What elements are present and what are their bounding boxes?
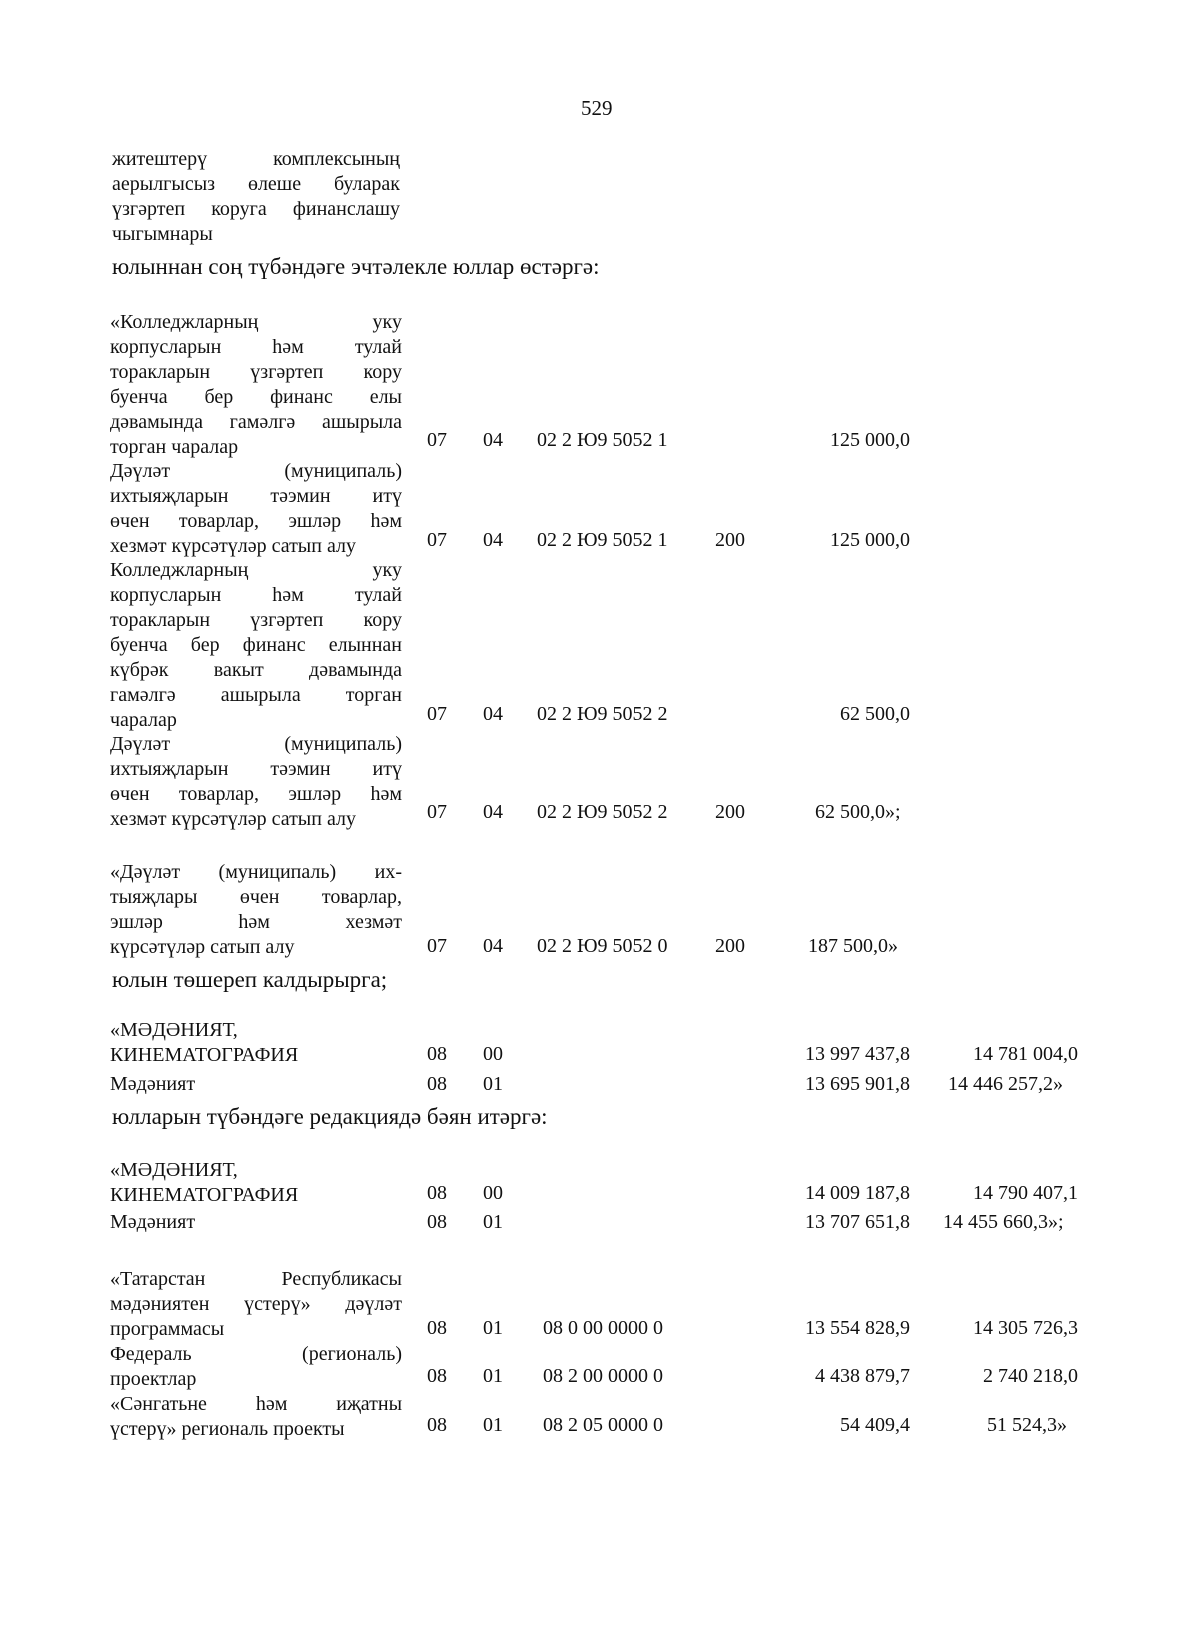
cell-csr: 02 2 Ю9 5052 1 xyxy=(537,529,668,551)
section-title xyxy=(110,1018,298,1068)
desc-line: корпусларын һәм тулай xyxy=(110,336,402,358)
cell-rz: 07 xyxy=(427,703,447,725)
cell-sum1: 54 409,4 xyxy=(840,1414,910,1436)
cell-sum2: 14 455 660,3»; xyxy=(943,1211,1064,1233)
cell-pr: 04 xyxy=(483,529,503,551)
cell-rz: 07 xyxy=(427,429,447,451)
cell-sum: 62 500,0»; xyxy=(815,801,901,823)
cell-pr: 01 xyxy=(483,1211,503,1233)
instruction-replace-rows: юлларын түбәндәге редакциядә бәян итәргә: xyxy=(112,1104,548,1129)
desc-line: Мәдәният xyxy=(110,1073,196,1095)
desc-line: Дәүләт (муниципаль) xyxy=(110,733,402,755)
desc-line: ихтыяҗларын тәэмин итү xyxy=(110,758,402,780)
cell-sum: 62 500,0 xyxy=(840,703,910,725)
cell-pr: 00 xyxy=(483,1182,503,1204)
instruction-delete-row: юлын төшереп калдырырга; xyxy=(112,967,388,992)
cell-csr: 08 2 00 0000 0 xyxy=(543,1365,663,1387)
row-description xyxy=(110,1210,195,1235)
row-description xyxy=(110,1392,402,1442)
desc-line: «МӘДӘНИЯТ, xyxy=(110,1159,238,1181)
cell-csr: 08 0 00 0000 0 xyxy=(543,1317,663,1339)
desc-line: торган чаралар xyxy=(110,436,239,458)
desc-line: күрсәтүләр сатып алу xyxy=(110,936,295,958)
desc-line: мәдәниятен үстерү» дәүләт xyxy=(110,1293,402,1315)
cell-pr: 01 xyxy=(483,1365,503,1387)
cell-sum2: 14 305 726,3 xyxy=(973,1317,1078,1339)
intro-line: чыгымнары xyxy=(112,223,213,245)
desc-line: «Татарстан Республикасы xyxy=(110,1268,402,1290)
row-description xyxy=(110,732,402,832)
cell-sum1: 13 554 828,9 xyxy=(805,1317,910,1339)
section-title xyxy=(110,1158,298,1208)
desc-line: Колледжларның уку xyxy=(110,559,402,581)
cell-sum1: 13 707 651,8 xyxy=(805,1211,910,1233)
cell-pr: 01 xyxy=(483,1317,503,1339)
desc-line: ихтыяҗларын тәэмин итү xyxy=(110,485,402,507)
cell-rz: 07 xyxy=(427,801,447,823)
row-description xyxy=(110,1342,402,1392)
desc-line: гамәлгә ашырыла торган xyxy=(110,684,402,706)
row-description xyxy=(110,459,402,559)
desc-line: буенча бер финанс елы xyxy=(110,386,402,408)
intro-line: житештерү комплексының xyxy=(112,148,400,170)
cell-csr: 08 2 05 0000 0 xyxy=(543,1414,663,1436)
cell-sum1: 14 009 187,8 xyxy=(805,1182,910,1204)
cell-pr: 04 xyxy=(483,935,503,957)
cell-sum2: 14 781 004,0 xyxy=(973,1043,1078,1065)
desc-line: буенча бер финанс елыннан xyxy=(110,634,402,656)
desc-line: Дәүләт (муниципаль) xyxy=(110,460,402,482)
desc-line: эшләр һәм хезмәт xyxy=(110,911,402,933)
cell-sum2: 2 740 218,0 xyxy=(983,1365,1078,1387)
desc-line: Федераль (региональ) xyxy=(110,1343,402,1365)
desc-line: өчен товарлар, эшләр һәм xyxy=(110,510,402,532)
desc-line: торакларын үзгәртеп кору xyxy=(110,361,402,383)
desc-line: «Дәүләт (муниципаль) их- xyxy=(110,861,402,883)
cell-csr: 02 2 Ю9 5052 2 xyxy=(537,703,668,725)
cell-vr: 200 xyxy=(715,935,745,957)
desc-line: КИНЕМАТОГРАФИЯ xyxy=(110,1184,299,1206)
cell-sum2: 51 524,3» xyxy=(987,1414,1067,1436)
row-description xyxy=(110,558,402,733)
cell-rz: 08 xyxy=(427,1043,447,1065)
desc-line: хезмәт күрсәтүләр сатып алу xyxy=(110,535,356,557)
cell-sum1: 13 695 901,8 xyxy=(805,1073,910,1095)
cell-pr: 00 xyxy=(483,1043,503,1065)
instruction-add-rows: юлыннан соң түбәндәге эчтәлекле юллар өстәргә: xyxy=(112,254,600,279)
cell-rz: 08 xyxy=(427,1317,447,1339)
desc-line: Мәдәният xyxy=(110,1211,196,1233)
cell-vr: 200 xyxy=(715,801,745,823)
desc-line: күбрәк вакыт дәвамында xyxy=(110,659,402,681)
cell-rz: 08 xyxy=(427,1414,447,1436)
cell-pr: 04 xyxy=(483,801,503,823)
desc-line: программасы xyxy=(110,1318,225,1340)
desc-line: тыяҗлары өчен товарлар, xyxy=(110,886,402,908)
cell-csr: 02 2 Ю9 5052 1 xyxy=(537,429,668,451)
intro-line: аерылгысыз өлеше буларак xyxy=(112,173,400,195)
cell-pr: 04 xyxy=(483,429,503,451)
desc-line: торакларын үзгәртеп кору xyxy=(110,609,402,631)
desc-line: «Колледжларның уку xyxy=(110,311,402,333)
cell-rz: 08 xyxy=(427,1182,447,1204)
cell-rz: 08 xyxy=(427,1365,447,1387)
cell-pr: 01 xyxy=(483,1414,503,1436)
cell-rz: 07 xyxy=(427,529,447,551)
cell-sum2: 14 790 407,1 xyxy=(973,1182,1078,1204)
row-description xyxy=(110,1267,402,1342)
cell-sum1: 4 438 879,7 xyxy=(815,1365,910,1387)
cell-rz: 08 xyxy=(427,1073,447,1095)
cell-sum: 187 500,0» xyxy=(808,935,898,957)
desc-line: КИНЕМАТОГРАФИЯ xyxy=(110,1044,299,1066)
cell-vr: 200 xyxy=(715,529,745,551)
desc-line: корпусларын һәм тулай xyxy=(110,584,402,606)
cell-sum2: 14 446 257,2» xyxy=(948,1073,1063,1095)
cell-sum1: 13 997 437,8 xyxy=(805,1043,910,1065)
row-description xyxy=(110,860,402,960)
intro-text xyxy=(112,147,400,247)
cell-pr: 04 xyxy=(483,703,503,725)
cell-rz: 08 xyxy=(427,1211,447,1233)
row-description xyxy=(110,310,402,460)
cell-csr: 02 2 Ю9 5052 0 xyxy=(537,935,668,957)
intro-line: үзгәртеп коруга финанслашу xyxy=(112,198,400,220)
cell-rz: 07 xyxy=(427,935,447,957)
cell-sum: 125 000,0 xyxy=(830,429,910,451)
cell-csr: 02 2 Ю9 5052 2 xyxy=(537,801,668,823)
desc-line: «Сәнгатьне һәм иҗатны xyxy=(110,1393,402,1415)
desc-line: «МӘДӘНИЯТ, xyxy=(110,1019,238,1041)
desc-line: хезмәт күрсәтүләр сатып алу xyxy=(110,808,356,830)
cell-pr: 01 xyxy=(483,1073,503,1095)
desc-line: чаралар xyxy=(110,709,177,731)
page-number: 529 xyxy=(581,96,613,120)
desc-line: дәвамында гамәлгә ашырыла xyxy=(110,411,402,433)
cell-sum: 125 000,0 xyxy=(830,529,910,551)
row-description xyxy=(110,1072,195,1097)
desc-line: проектлар xyxy=(110,1368,197,1390)
desc-line: үстерү» региональ проекты xyxy=(110,1418,345,1440)
desc-line: өчен товарлар, эшләр һәм xyxy=(110,783,402,805)
